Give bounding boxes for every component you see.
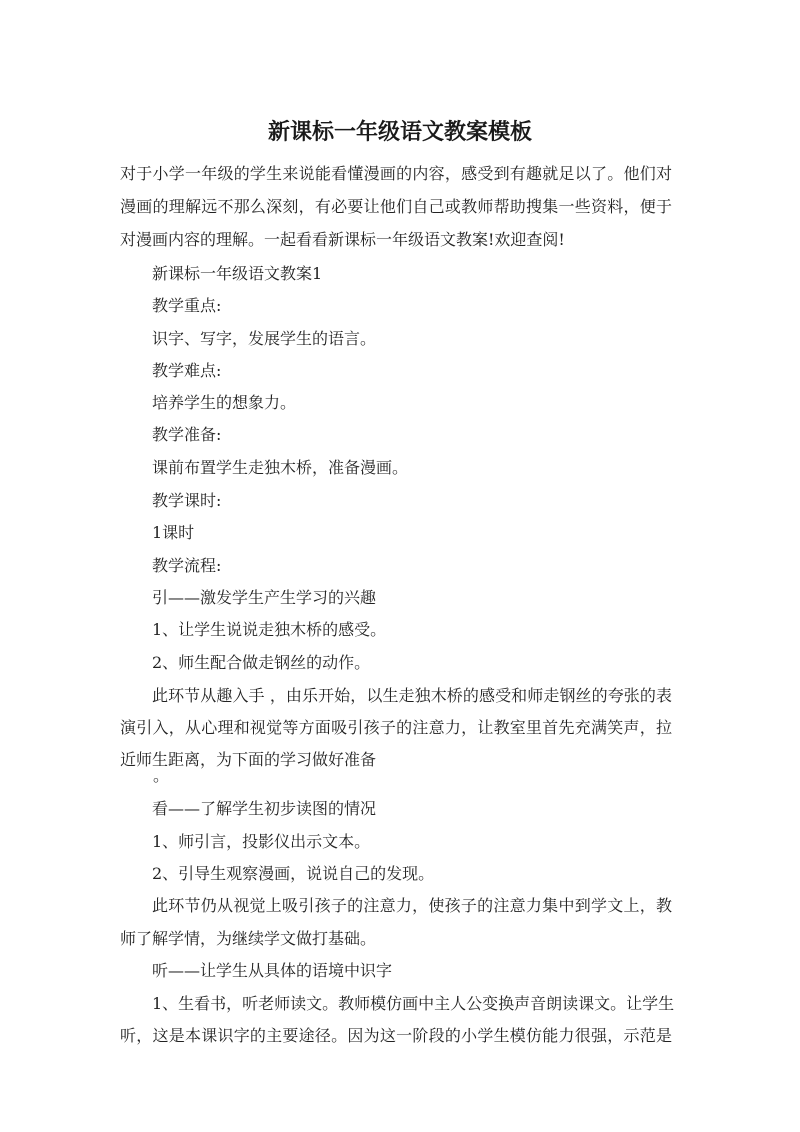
step1-note-line-1: 此环节从趣入手 ，由乐开始，以生走独木桥的感受和师走钢丝的夸张的表 xyxy=(152,686,672,705)
step1-heading: 引——激发学生产生学习的兴趣 xyxy=(152,588,377,607)
prep-text: 课前布置学生走独木桥，准备漫画。 xyxy=(152,458,409,477)
step1-note-line-4: 。 xyxy=(153,766,170,785)
intro-line-3: 对漫画内容的理解。一起看看新课标一年级语文教案!欢迎查阅! xyxy=(120,230,565,249)
step2-note-line-1: 此环节仍从视觉上吸引孩子的注意力，使孩子的注意力集中到学文上，教 xyxy=(152,896,672,915)
difficulty-label: 教学难点: xyxy=(152,361,222,380)
prep-label: 教学准备: xyxy=(152,425,222,444)
step3-heading: 听——让学生从具体的语境中识字 xyxy=(152,961,393,980)
step2-item-2: 2、引导生观察漫画，说说自己的发现。 xyxy=(152,864,435,883)
step2-item-1: 1、师引言，投影仪出示文本。 xyxy=(152,832,371,851)
hours-label: 教学课时: xyxy=(152,491,222,510)
step1-item-1: 1、让学生说说走独木桥的感受。 xyxy=(152,620,387,639)
step2-heading: 看——了解学生初步读图的情况 xyxy=(152,799,377,818)
lesson-title: 新课标一年级语文教案1 xyxy=(152,264,323,283)
hours-text: 1课时 xyxy=(152,523,195,542)
step1-note-line-2: 演引入，从心理和视觉等方面吸引孩子的注意力，让教室里首先充满笑声，拉 xyxy=(120,718,672,737)
document-title: 新课标一年级语文教案模板 xyxy=(267,120,532,145)
intro-line-2: 漫画的理解远不那么深刻，有必要让他们自己或教师帮助搜集一些资料，便于 xyxy=(120,197,672,216)
step3-para-line-2: 听，这是本课识字的主要途径。因为这一阶段的小学生模仿能力很强，示范是 xyxy=(120,1026,672,1045)
intro-line-1: 对于小学一年级的学生来说能看懂漫画的内容，感受到有趣就足以了。他们对 xyxy=(120,164,672,183)
process-label: 教学流程: xyxy=(152,556,222,575)
focus-text: 识字、写字，发展学生的语言。 xyxy=(152,329,377,348)
step3-para-line-1: 1、生看书，听老师读文。教师模仿画中主人公变换声音朗读课文。让学生 xyxy=(152,994,675,1013)
focus-label: 教学重点: xyxy=(152,296,222,315)
step1-item-2: 2、师生配合做走钢丝的动作。 xyxy=(152,653,371,672)
step1-note-line-3: 近师生距离，为下面的学习做好准备 xyxy=(120,750,377,769)
step2-note-line-2: 师了解学情，为继续学文做打基础。 xyxy=(120,929,377,948)
difficulty-text: 培养学生的想象力。 xyxy=(152,393,297,412)
